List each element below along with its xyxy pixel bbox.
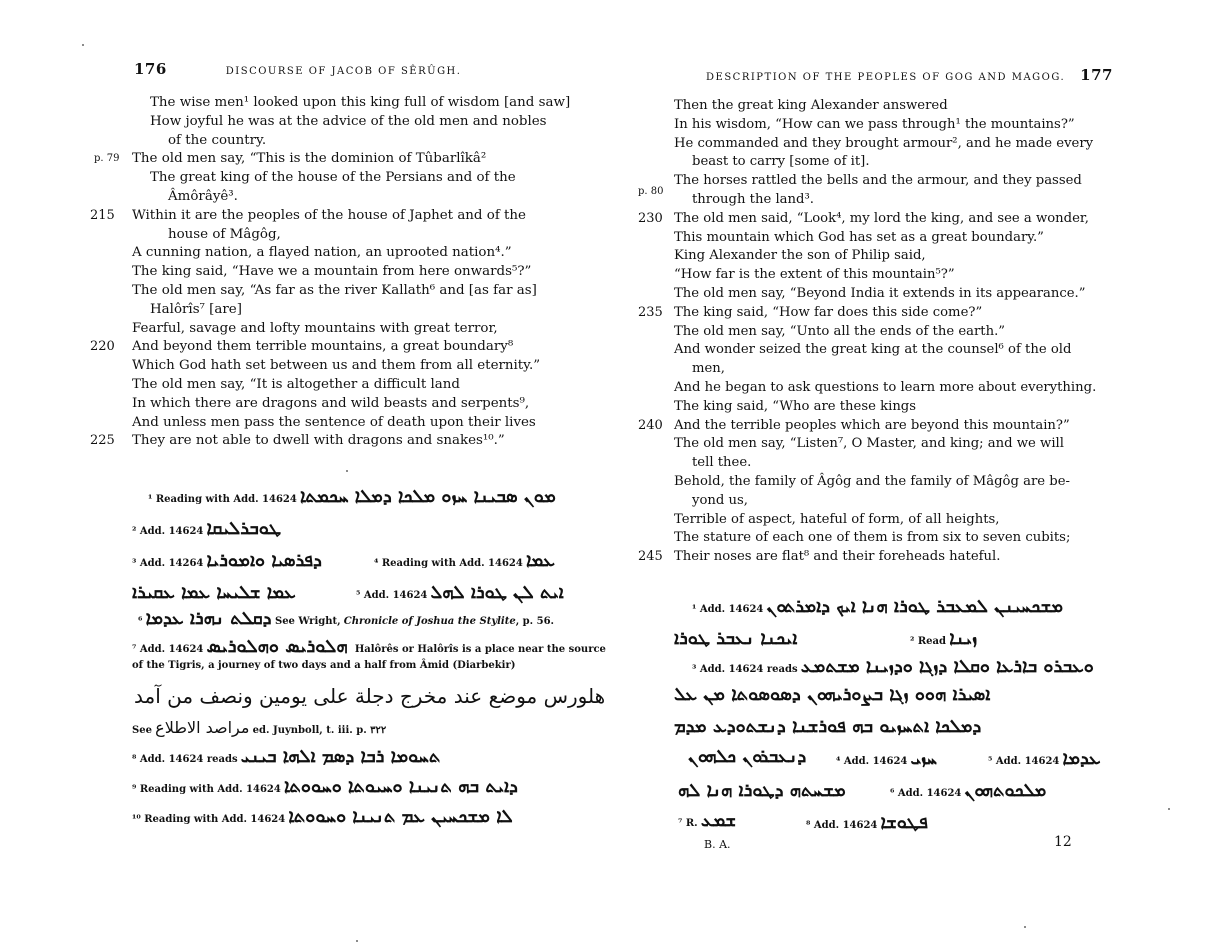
syriac-text: ܡܫܟܚܝܢܢ ܠܡܥܒܪ ܛܘܪܐ ܗܢܐ ܐܝܟ ܕܐܡܪܬܘܢ xyxy=(766,596,1064,617)
syriac-text: ܚܙܝ xyxy=(910,748,937,769)
line-text: Their noses are flat⁸ and their foreheads hateful. xyxy=(674,549,1001,565)
arabic-text: هلورس موضع عند مخرج دجلة على يومين ونصف من آمد xyxy=(134,684,606,708)
reference-page: , p. 56. xyxy=(515,616,555,627)
syriac-text: ܥܡܐ xyxy=(526,550,555,571)
line-text: The king said, “How far does this side come?” xyxy=(674,304,983,320)
line-text: How joyful he was at the advice of the old men and nobles xyxy=(150,113,547,129)
poem-line xyxy=(674,454,1096,473)
footnote-label: ⁷ Add. 14624 xyxy=(132,644,204,655)
line-text: The old men said, “Look⁴, my lord the king, and see a wonder, xyxy=(674,210,1089,226)
syriac-text: ܥܡܐ ܫܠܝܚܐ ܥܡܐ ܥܩܝܪܐ xyxy=(132,582,296,603)
footnote-label: ⁶ Add. 14624 xyxy=(890,788,962,799)
footnote-3-line-2 xyxy=(674,684,990,705)
footnote-label: ¹ Reading with Add. 14624 xyxy=(148,494,297,505)
line-number: 215 xyxy=(90,207,115,223)
footnote-label: ⁵ Add. 14624 xyxy=(356,590,428,601)
line-text: In which there are dragons and wild beasts and serpents⁹, xyxy=(132,395,530,411)
poem-line xyxy=(674,323,1096,342)
footnote-label: ⁸ Add. 14624 xyxy=(806,820,878,831)
poem-line xyxy=(638,548,1096,567)
poem-line xyxy=(674,172,1096,191)
poem-line xyxy=(674,360,1096,379)
poem-line xyxy=(132,132,570,151)
footnote-text: Halôrês or Halôrîs is a place near the source xyxy=(354,644,606,655)
footnote-label: ¹⁰ Reading with Add. 14624 xyxy=(132,814,286,825)
speck xyxy=(346,470,348,472)
syriac-text: ܡܫܚܬܗ ܕܛܘܪܐ ܗܢܐ ܠܗ xyxy=(678,780,846,801)
syriac-text: ܠܐ ܡܫܟܚܝܢ ܥܡ ܬܢܝܢܐ ܘܚܘܘܬܐ xyxy=(288,806,513,827)
syriac-text: ܬܚܘܡܐ ܪܒܐ ܕܣܡ ܐܠܗܐ ܒܝܢܝ xyxy=(240,746,441,767)
line-text: beast to carry [some of it]. xyxy=(692,154,870,170)
line-text: The old men say, “Unto all the ends of the earth.” xyxy=(674,323,1006,339)
syriac-text: ܙܝܢܐ xyxy=(949,628,978,649)
footnote-text: See xyxy=(132,725,152,736)
line-number: 230 xyxy=(638,210,663,226)
footnote-9 xyxy=(132,776,518,797)
line-text: men, xyxy=(692,361,725,377)
line-text: Âmôrâyê³. xyxy=(168,188,238,204)
footnote-10 xyxy=(132,806,513,827)
footnote-1 xyxy=(148,486,556,507)
page-reference: p. 79 xyxy=(94,153,120,165)
syriac-text: ܫܡܥ xyxy=(700,810,736,831)
footnote-label: ⁴ Add. 14624 xyxy=(836,756,908,767)
footnote-label: ⁷ R. xyxy=(678,818,698,829)
line-text: He commanded and they brought armour², and he made every xyxy=(674,135,1094,151)
speck xyxy=(356,940,358,942)
line-text: Then the great king Alexander answered xyxy=(674,98,948,113)
poem-line xyxy=(132,376,570,395)
left-poem-lines xyxy=(90,94,571,451)
running-title: DESCRIPTION OF THE PEOPLES OF GOG AND MAGOG. xyxy=(706,72,1066,83)
page-reference: p. 80 xyxy=(638,185,664,197)
sheet-number: 12 xyxy=(1054,834,1072,850)
line-text: yond us, xyxy=(692,492,748,508)
line-text: Behold, the family of Âgôg and the family of Mâgôg are be- xyxy=(674,473,1070,489)
footnote-4-continued xyxy=(132,582,296,603)
line-text: The wise men¹ looked upon this king full of wisdom [and saw] xyxy=(150,95,571,110)
poem-line xyxy=(674,473,1096,492)
poem-line xyxy=(132,320,570,339)
footnote-label: ⁴ Reading with Add. 14624 xyxy=(374,558,523,569)
line-text: Within it are the peoples of the house of Japhet and of the xyxy=(132,207,526,223)
line-text: The stature of each one of them is from six to seven cubits; xyxy=(674,530,1071,546)
syriac-text: ܐܝܟܢܐ ܢܥܒܪ ܛܘܪܐ xyxy=(674,628,798,649)
footnote-3-line-3 xyxy=(674,716,981,737)
poem-line xyxy=(674,341,1096,360)
footnote-5 xyxy=(988,748,1101,769)
poem-line xyxy=(90,338,570,357)
poem-line xyxy=(132,357,570,376)
footnote-1 xyxy=(692,596,1063,617)
footnote-7-see xyxy=(132,718,386,737)
poem-line xyxy=(132,226,570,245)
poem-line xyxy=(132,113,570,132)
running-title: DISCOURSE OF JACOB OF SÊRÛGH. xyxy=(225,66,462,77)
syriac-text: ܕܡܠܟܐ ܐܬܚܙܝܘ ܒܗ ܦܘܪܫܢܐ ܕܢܫܬܘܕܥ ܡܕܡ xyxy=(674,716,982,737)
syriac-text: ܗܠܘܪܝܣ ܘܗܠܘܪܝܣ xyxy=(206,636,348,657)
footnote-2 xyxy=(132,518,281,539)
line-number: 235 xyxy=(638,304,663,320)
poem-line xyxy=(132,244,570,263)
poem-line xyxy=(674,379,1096,398)
line-text: The great king of the house of the Persians and of the xyxy=(150,170,516,186)
poem-line xyxy=(674,153,1096,172)
poem-line xyxy=(90,207,570,226)
page-number: 177 xyxy=(1080,66,1113,84)
footnote-7-line-2 xyxy=(132,660,515,671)
poem-line xyxy=(674,266,1096,285)
poem-line xyxy=(674,97,1096,116)
poem-line xyxy=(674,135,1096,154)
poem-line xyxy=(674,229,1096,248)
line-text: of the country. xyxy=(168,132,267,148)
line-text: In his wisdom, “How can we pass through¹ the mountains?” xyxy=(674,116,1075,132)
syriac-text: ܐܣܝܪܐ ܗܘܘ ܙܓܐ ܒܨܘܪܝܗܘܢ ܕܣܘܣܘܬܐ ܡܢ ܥܠ xyxy=(674,684,991,705)
line-text: “How far is the extent of this mountain⁵?” xyxy=(674,267,955,283)
syriac-text: ܕܦܪܣܝܐ ܘܐܡܘܪܝܐ xyxy=(206,550,322,571)
footnote-8 xyxy=(806,812,928,833)
line-text: The king said, “Have we a mountain from here onwards⁵?” xyxy=(132,264,532,280)
footnote-5-continued xyxy=(678,780,846,801)
signature-mark: B. A. xyxy=(704,838,731,851)
line-text: This mountain which God has set as a great boundary.” xyxy=(674,229,1044,245)
line-text: The old men say, “As far as the river Kallath⁶ and [as far as] xyxy=(132,282,537,298)
syriac-text: ܕܐܝܬ ܒܗ ܬܢܝܢܐ ܘܚܝܘܬܐ ܘܚܘܘܬܐ xyxy=(284,776,518,797)
footnote-label: ² Add. 14624 xyxy=(132,526,204,537)
line-text: through the land³. xyxy=(692,191,814,207)
footnote-text: ed. Juynboll, t. iii. p. ٣٢٢ xyxy=(252,725,387,736)
poem-line xyxy=(674,529,1096,548)
page-number: 176 xyxy=(134,60,167,78)
footnote-8 xyxy=(132,746,440,767)
line-text: And the terrible peoples which are beyond this mountain?” xyxy=(674,417,1070,433)
syriac-text: ܦܛܘܫܐ xyxy=(880,812,928,833)
right-poem-lines xyxy=(638,97,1097,567)
line-text: They are not able to dwell with dragons and snakes¹⁰.” xyxy=(132,433,505,449)
footnote-1-continued xyxy=(674,628,797,649)
speck xyxy=(82,44,84,46)
line-text: Halôrîs⁷ [are] xyxy=(150,301,242,317)
poem-line xyxy=(132,301,570,320)
syriac-text: ܛܘܒܪܠܝܩܐ xyxy=(206,518,282,539)
syriac-text: ܥܕܡܐ xyxy=(1062,748,1101,769)
line-text: The old men say, “Listen⁷, O Master, and king; and we will xyxy=(674,436,1064,452)
poem-line xyxy=(132,169,570,188)
poem-line xyxy=(674,247,1096,266)
arabic-text: مراصد الاطلاع xyxy=(155,718,250,737)
poem-line xyxy=(132,188,570,207)
poem-line xyxy=(638,185,1096,210)
syriac-text: ܕܢܥܒܪܘܢ ܟܠܗܘܢ xyxy=(688,746,807,767)
poem-line xyxy=(674,398,1096,417)
right-page-header xyxy=(706,66,1113,84)
line-text: And beyond them terrible mountains, a great boundary⁸ xyxy=(132,339,514,355)
poem-line xyxy=(94,150,570,169)
footnote-7-arabic xyxy=(134,684,605,708)
footnote-3 xyxy=(132,550,322,571)
speck xyxy=(1168,808,1170,810)
line-text: The king said, “Who are these kings xyxy=(674,398,917,414)
line-number: 245 xyxy=(638,549,663,565)
footnote-label: ³ Add. 14264 xyxy=(132,558,204,569)
footnote-4 xyxy=(836,748,937,769)
poem-line xyxy=(132,94,570,113)
line-text: tell thee. xyxy=(692,455,752,471)
line-text: Terrible of aspect, hateful of form, of all heights, xyxy=(674,511,1000,527)
footnote-3 xyxy=(692,656,1094,677)
line-text: house of Mâgôg, xyxy=(168,226,281,242)
syriac-text: ܕܩܠܬ ܢܗܪܐ ܥܕܡܐ xyxy=(145,608,272,629)
poem-line xyxy=(638,304,1096,323)
line-text: The old men say, “Beyond India it extends in its appearance.” xyxy=(674,285,1086,301)
line-text: The horses rattled the bells and the armour, and they passed xyxy=(674,173,1082,189)
footnote-label: ² Read xyxy=(910,636,947,647)
line-number: 240 xyxy=(638,417,663,433)
line-text: Fearful, savage and lofty mountains with great terror, xyxy=(132,320,498,336)
reference-title: Chronicle of Joshua the Stylite xyxy=(343,616,516,627)
footnote-label: ⁵ Add. 14624 xyxy=(988,756,1060,767)
speck xyxy=(1024,926,1026,928)
poem-line xyxy=(638,417,1096,436)
footnote-text: of the Tigris, a journey of two days and a half from Âmid (Diarbekir) xyxy=(132,660,516,671)
line-text: King Alexander the son of Philip said, xyxy=(674,248,926,264)
line-text: Which God hath set between us and them from all eternity.” xyxy=(132,358,541,374)
poem-line xyxy=(674,116,1096,135)
footnote-7 xyxy=(132,636,606,657)
right-page xyxy=(604,0,1208,948)
poem-line xyxy=(132,263,570,282)
footnote-2 xyxy=(910,628,977,649)
line-text: And unless men pass the sentence of death upon their lives xyxy=(132,414,536,430)
poem-line xyxy=(132,414,570,433)
poem-line xyxy=(674,511,1096,530)
line-text: The old men say, “This is the dominion of Tûbarlîkâ² xyxy=(132,151,487,167)
footnote-label: ¹ Add. 14624 xyxy=(692,604,764,615)
footnote-label: ⁹ Reading with Add. 14624 xyxy=(132,784,281,795)
footnote-label: ⁸ Add. 14624 reads xyxy=(132,754,238,765)
poem-line xyxy=(674,285,1096,304)
poem-line xyxy=(674,435,1096,454)
line-text: And he began to ask questions to learn more about everything. xyxy=(674,379,1097,395)
line-number: 220 xyxy=(90,339,115,355)
poem-line xyxy=(90,432,570,451)
line-number: 225 xyxy=(90,433,115,449)
footnote-6 xyxy=(890,780,1046,801)
footnote-label: ³ Add. 14624 reads xyxy=(692,664,798,675)
poem-line xyxy=(132,282,570,301)
line-text: The old men say, “It is altogether a difficult land xyxy=(132,376,460,392)
line-text: A cunning nation, a flayed nation, an uprooted nation⁴.” xyxy=(132,245,512,261)
syriac-text: ܡܠܟܘܬܗܘܢ xyxy=(964,780,1047,801)
syriac-text: ܘܥܒܪܘ ܒܐܪܥܐ ܘܩܠܐ ܕܙܓܐ ܘܕܙܝܢܐ ܡܫܬܡܥ xyxy=(800,656,1094,677)
footnote-3-line-4 xyxy=(688,746,806,767)
footnote-6 xyxy=(132,608,554,629)
footnote-7 xyxy=(678,810,736,831)
poem-line xyxy=(638,210,1096,229)
syriac-text: ܡܘܢ ܣܒܝܢܐ ܚܙܘ ܡܠܟܐ ܕܡܠܐ ܚܟܡܬܐ xyxy=(300,486,556,507)
footnote-4 xyxy=(374,550,555,571)
footnote-label: ⁶ See Wright, xyxy=(138,616,341,627)
line-text: And wonder seized the great king at the counsel⁶ of the old xyxy=(674,342,1072,358)
poem-line xyxy=(132,395,570,414)
syriac-text: ܐܝܬ ܠܢ ܛܘܪܐ ܠܗܠ xyxy=(430,582,564,603)
poem-line xyxy=(674,492,1096,511)
footnote-5 xyxy=(356,582,564,603)
left-page-header xyxy=(134,60,461,78)
